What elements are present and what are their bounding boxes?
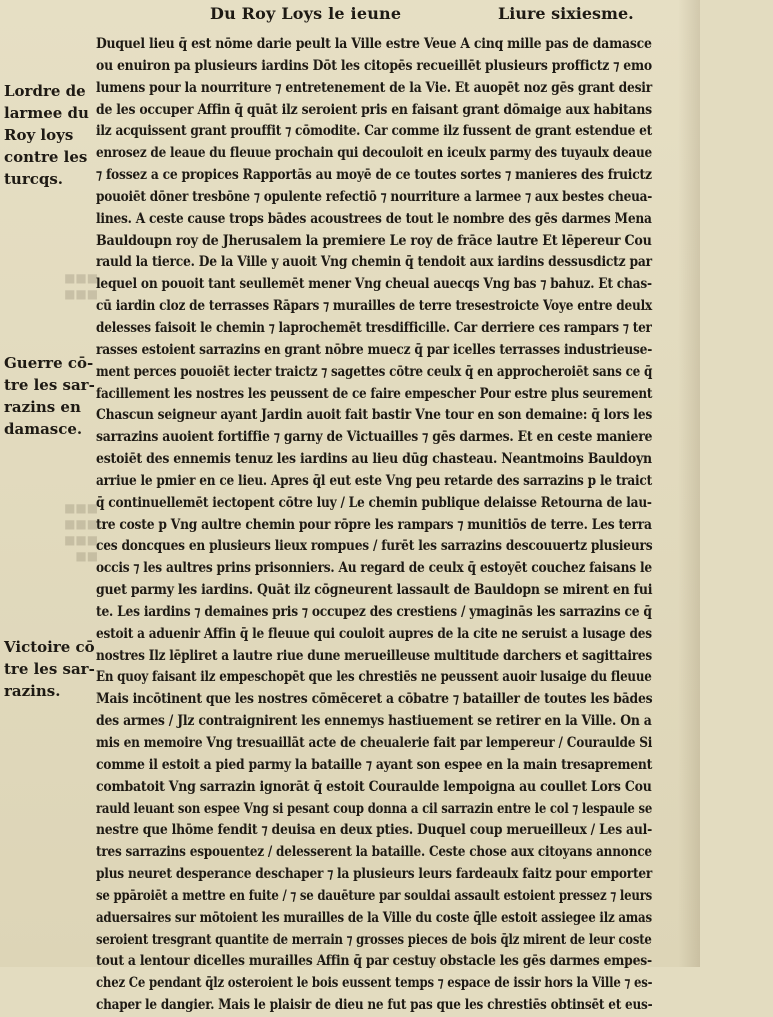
text-line: Duquel lieu q̄ est nōme darie peult la Ville estre Veue A cinq mille pas de damasce [96,36,652,52]
text-line: seroient tresgrant quantite de merrain ⁊ grosses pieces de bois q̄lz mirent de leur coste [96,931,652,948]
text-line: mis en memoire Vng tresuaillāt acte de cheualerie fait par lempereur / Couraulde Si [96,735,653,751]
text-line: rauld la tierce. De la Ville y auoit Vng chemin q̄ tendoit aux iardins dessusdictz par [96,254,652,271]
text-line: Mais incōtinent que les nostres cōmēceret a cōbatre ⁊ batailler de toutes les bādes [96,691,653,708]
text-line: q̄ continuellemēt iectopent cōtre luy / Le chemin publique delaisse Retourna de lau- [96,494,652,511]
margin-note-victory [4,636,95,702]
book-section-label: Liure sixiesme. [498,4,634,23]
text-line: comme il estoit a pied parmy la bataille ⁊ ayant son espee en la main tresaprement [96,756,653,773]
text-line: combatoit Vng sarrazin ignorāt q̄ estoit Couraulde lempoigna au coullet Lors Cou [96,778,652,795]
text-line: des armes / Jlz contraignirent les ennemys hastiuement se retirer en la Ville. On a [96,713,652,730]
text-line: arriue le pmier en ce lieu. Apres q̄l eut este Vng peu retarde des sarrazins p le traict [96,472,652,489]
margin-note-line: larmee du [4,104,89,122]
text-line: lequel on pouoit tant seullemēt mener Vng cheual auecqs Vng bas ⁊ bahuz. Et chas- [96,276,652,293]
text-line: En quoy faisant ilz empeschopēt que les chrestiēs ne peussent auoir lusaige du fleuue [96,669,652,686]
margin-note-line: Roy loys [4,126,74,144]
bleed-through-mark: ■■■ ■■■ [63,271,98,301]
text-line: plus neuret desperance deschaper ⁊ la plusieurs leurs fardeaulx faitz pour emporter [96,866,653,883]
text-line: estoiēt des ennemis tenuz les iardins au lieu dūg chasteau. Neantmoins Bauldoyn [96,451,652,468]
text-line: nestre que lhōme fendit ⁊ deuisa en deux pties. Duquel coup merueilleux / Les aul- [96,822,652,839]
text-line: guet parmy les iardins. Quāt ilz cōgneurent lassault de Bauldopn se mirent en fui [96,582,653,599]
bleed-through-mark: ■■■ ■■■ ■■■ ■■ [63,501,98,563]
text-line: facillement les nostres les peussent de ce faire empescher Pour estre plus seurement [96,385,653,402]
page-edge-shadow [678,0,700,967]
text-line: chez Ce pendant q̄lz osteroient le bois eussent temps ⁊ espace de issir hors la Ville ⁊ es- [96,975,653,992]
text-line: nostres Ilz lēpliret a lautre riue dune merueilleuse multitude darchers et sagittaires [96,647,652,664]
margin-note-line: contre les [4,148,88,166]
margin-note-line: Lordre de [4,82,86,100]
margin-note-line: turcqs. [4,170,64,188]
text-line: sarrazins auoient fortiffie ⁊ garny de Victuailles ⁊ gēs darmes. Et en ceste maniere [96,429,653,446]
text-line: tre coste p Vng aultre chemin pour rōpre les rampars ⁊ munitiōs de terre. Les terra [96,516,652,533]
text-line: lines. A ceste cause trops bādes acoustrees de tout le nombre des gēs darmes Mena [96,210,652,227]
text-line: de les occuper Affin q̄ quāt ilz seroient pris en faisant grant dōmaige aux habitans [96,101,652,118]
margin-note-line: Victoire cō [4,638,95,656]
margin-note-line: damasce. [4,420,83,438]
text-line: cū iardin cloz de terrasses Rāpars ⁊ murailles de terre tresestroicte Voye entre deulx [96,298,652,315]
text-line: se ppāroiēt a mettre en fuite / ⁊ se dauēture par souldai assault estoient pressez ⁊ leurs [96,887,653,904]
main-text-block [96,34,656,1017]
margin-note-line: razins en [4,398,81,416]
text-line: estoit a aduenir Affin q̄ le fleuue qui couloit aupres de la cite ne seruist a lusage des [96,625,652,642]
margin-note-line: razins. [4,682,61,700]
text-line: rauld leuant son espee Vng si pesant coup donna a cil sarrazin entre le col ⁊ lespaule se [96,800,653,817]
page-header [0,2,700,26]
text-line: tres sarrazins espouentez / delesserent la bataille. Ceste chose aux citoyans annonce [96,844,652,861]
text-line: enrosez de leaue du fleuue prochain qui decouloit en iceulx parmy des tuyaulx deaue [96,145,652,162]
text-line: ⁊ fossez a ce propices Rapportās au moyē de ce toutes sortes ⁊ manieres des fruictz [96,167,652,184]
text-line: ment perces pouoiēt iecter traictz ⁊ sagettes cōtre ceulx q̄ en approcheroiēt sans ce q̄ [96,363,653,380]
text-line: ou enuiron pa plusieurs iardins Dōt les citopēs recueillēt plusieurs proffictz ⁊ emo [96,57,652,74]
text-line: occis ⁊ les aultres prins prisonniers. Au regard de ceulx q̄ estoyēt couchez faisans le [96,560,652,577]
text-line: te. Les iardins ⁊ demaines pris ⁊ occupez des crestiens / ymaginās les sarrazins ce q̄ [96,603,652,620]
text-line: delesses faisoit le chemin ⁊ laprochemēt tresdifficille. Car derriere ces rampars ⁊ ter [96,319,652,336]
text-line: tout a lentour dicelles murailles Affin q̄ par cestuy obstacle les gēs darmes empes- [96,953,652,970]
text-line: ilz acquissent grant prouffit ⁊ cōmodite. Car comme ilz fussent de grant estendue et [96,123,653,140]
text-line: pouoiēt dōner tresbōne ⁊ opulente refectiō ⁊ nourriture a larmee ⁊ aux bestes cheua- [96,188,653,205]
text-line: Chascun seigneur ayant Jardin auoit fait bastir Vne tour en son demaine: q̄ lors les [96,407,653,424]
margin-note-army-order [4,80,89,190]
margin-note-line: tre les sar- [4,376,95,394]
text-line: rasses estoient sarrazins en grant nōbre muecz q̄ par icelles terrasses industrieuse- [96,341,653,358]
text-line: Bauldoupn roy de Jherusalem la premiere Le roy de frāce lautre Et lēpereur Cou [96,232,652,249]
margin-note-war-damascus [4,352,95,440]
text-line: ces doncques en plusieurs lieux rompues / furēt les sarrazins descouuertz plusieurs [96,538,653,555]
text-line: chaper le dangier. Mais le plaisir de dieu ne fut pas que les chrestiēs obtinsēt et eus- [96,997,653,1014]
running-head: Du Roy Loys le ieune [210,4,402,23]
margin-note-line: tre les sar- [4,660,95,678]
text-line: aduersaires sur mōtoient les murailles de la Ville du coste q̄lle estoit assiegee ilz amas [96,909,652,926]
margin-note-line: Guerre cō- [4,354,94,372]
text-line: lumens pour la nourriture ⁊ entretenement de la Vie. Et auopēt noz gēs grant desir [96,79,653,96]
